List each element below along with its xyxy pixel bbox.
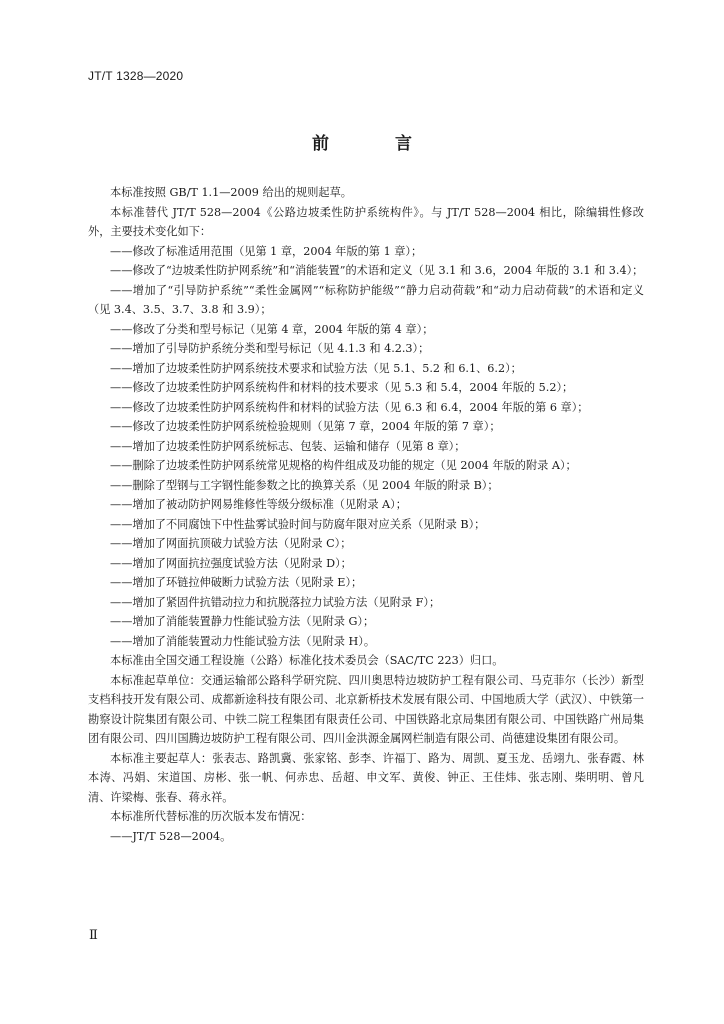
change-item: ——增加了“引导防护系统”“柔性金属网”“标称防护能级”“静力启动荷载”和“动力启动荷载”的术语和定义（见 3.4、3.5、3.7、3.8 和 3.9）； [88, 283, 644, 316]
change-item: ——增加了不同腐蚀下中性盐雾试验时间与防腐年限对应关系（见附录 B）； [110, 517, 486, 531]
change-item: ——修改了边坡柔性防护网系统构件和材料的技术要求（见 5.3 和 5.4，2004 年版的 5.2）； [110, 381, 574, 394]
paragraph: 本标准替代 JT/T 528—2004《公路边坡柔性防护系统构件》。与 JT/T 528—2004 相比，除编辑性修改外，主要技术变化如下： [88, 205, 644, 238]
change-item: ——修改了“边坡柔性防护网系统”和“消能装置”的术语和定义（见 3.1 和 3.6，2004 年版的 3.1 和 3.4）； [110, 264, 644, 277]
change-item: ——增加了被动防护网易维修性等级分级标准（见附录 A）； [110, 498, 407, 511]
page-title: 前 言 [312, 134, 442, 154]
change-item: ——增加了消能装置动力性能试验方法（见附录 H）。 [110, 634, 376, 648]
change-item: ——JT/T 528—2004。 [110, 829, 232, 843]
paragraph: 本标准主要起草人：张表志、路凯冀、张家铭、彭李、许福丁、路为、周凯、夏玉龙、岳翊九、张春霞、林本涛、冯娟、宋道国、房彬、张一帆、何赤忠、岳超、申文军、黄俊、钟正、王佳炜、张志刚、柴明明、曾凡清、许梁梅、张春、蒋永祥。 [88, 751, 644, 804]
change-item: ——修改了边坡柔性防护网系统检验规则（见第 7 章，2004 年版的第 7 章）； [110, 420, 501, 433]
paragraph: 本标准起草单位：交通运输部公路科学研究院、四川奥思特边坡防护工程有限公司、马克菲尔（长沙）新型支档科技开发有限公司、成都新途科技有限公司、北京新桥技术发展有限公司、中国地质大学（武汉）、中铁第一勘察设计院集团有限公司、中铁二院工程集团有限责任公司、中国铁路北京局集团有限公司、中国铁路广州局集团有限公司、四川国腾边坡防护工程有限公司、四川金洪源金属网栏制造有限公司、尚德建设集团有限公司。 [88, 673, 644, 745]
change-item: ——增加了消能装置静力性能试验方法（见附录 G）； [110, 615, 375, 628]
change-item: ——删除了型钢与工字钢性能参数之比的换算关系（见 2004 年版的附录 B）； [110, 478, 499, 492]
change-item: ——修改了分类和型号标记（见第 4 章，2004 年版的第 4 章）； [110, 322, 434, 336]
paragraph: 本标准按照 GB/T 1.1—2009 给出的规则起草。 [110, 186, 352, 199]
change-item: ——增加了网面抗拉强度试验方法（见附录 D）； [110, 556, 352, 570]
standard-code: JT/T 1328—2020 [88, 69, 184, 83]
change-item: ——删除了边坡柔性防护网系统常见规格的构件组成及功能的规定（见 2004 年版的附录 A）； [110, 459, 577, 472]
change-item: ——修改了标准适用范围（见第 1 章，2004 年版的第 1 章）； [110, 244, 423, 258]
change-item: ——增加了边坡柔性防护网系统标志、包装、运输和储存（见第 8 章）； [110, 439, 466, 453]
change-item: ——增加了边坡柔性防护网系统技术要求和试验方法（见 5.1、5.2 和 6.1、6.2）； [110, 361, 522, 375]
foreword-body [88, 183, 644, 846]
paragraph: 本标准所代替标准的历次版本发布情况： [110, 810, 312, 823]
change-item: ——增加了紧固件抗错动拉力和抗脱落拉力试验方法（见附录 F）； [110, 595, 441, 609]
paragraph: 本标准由全国交通工程设施（公路）标准化技术委员会（SAC/TC 223）归口。 [110, 654, 504, 667]
change-item: ——增加了引导防护系统分类和型号标记（见 4.1.3 和 4.2.3）； [110, 342, 430, 355]
change-item: ——修改了边坡柔性防护网系统构件和材料的试验方法（见 6.3 和 6.4，2004 年版的第 6 章）； [110, 400, 589, 414]
page-number: Ⅱ [89, 928, 98, 943]
change-item: ——增加了环链拉伸破断力试验方法（见附录 E）； [110, 576, 363, 589]
change-item: ——增加了网面抗顶破力试验方法（见附录 C）； [110, 537, 352, 550]
